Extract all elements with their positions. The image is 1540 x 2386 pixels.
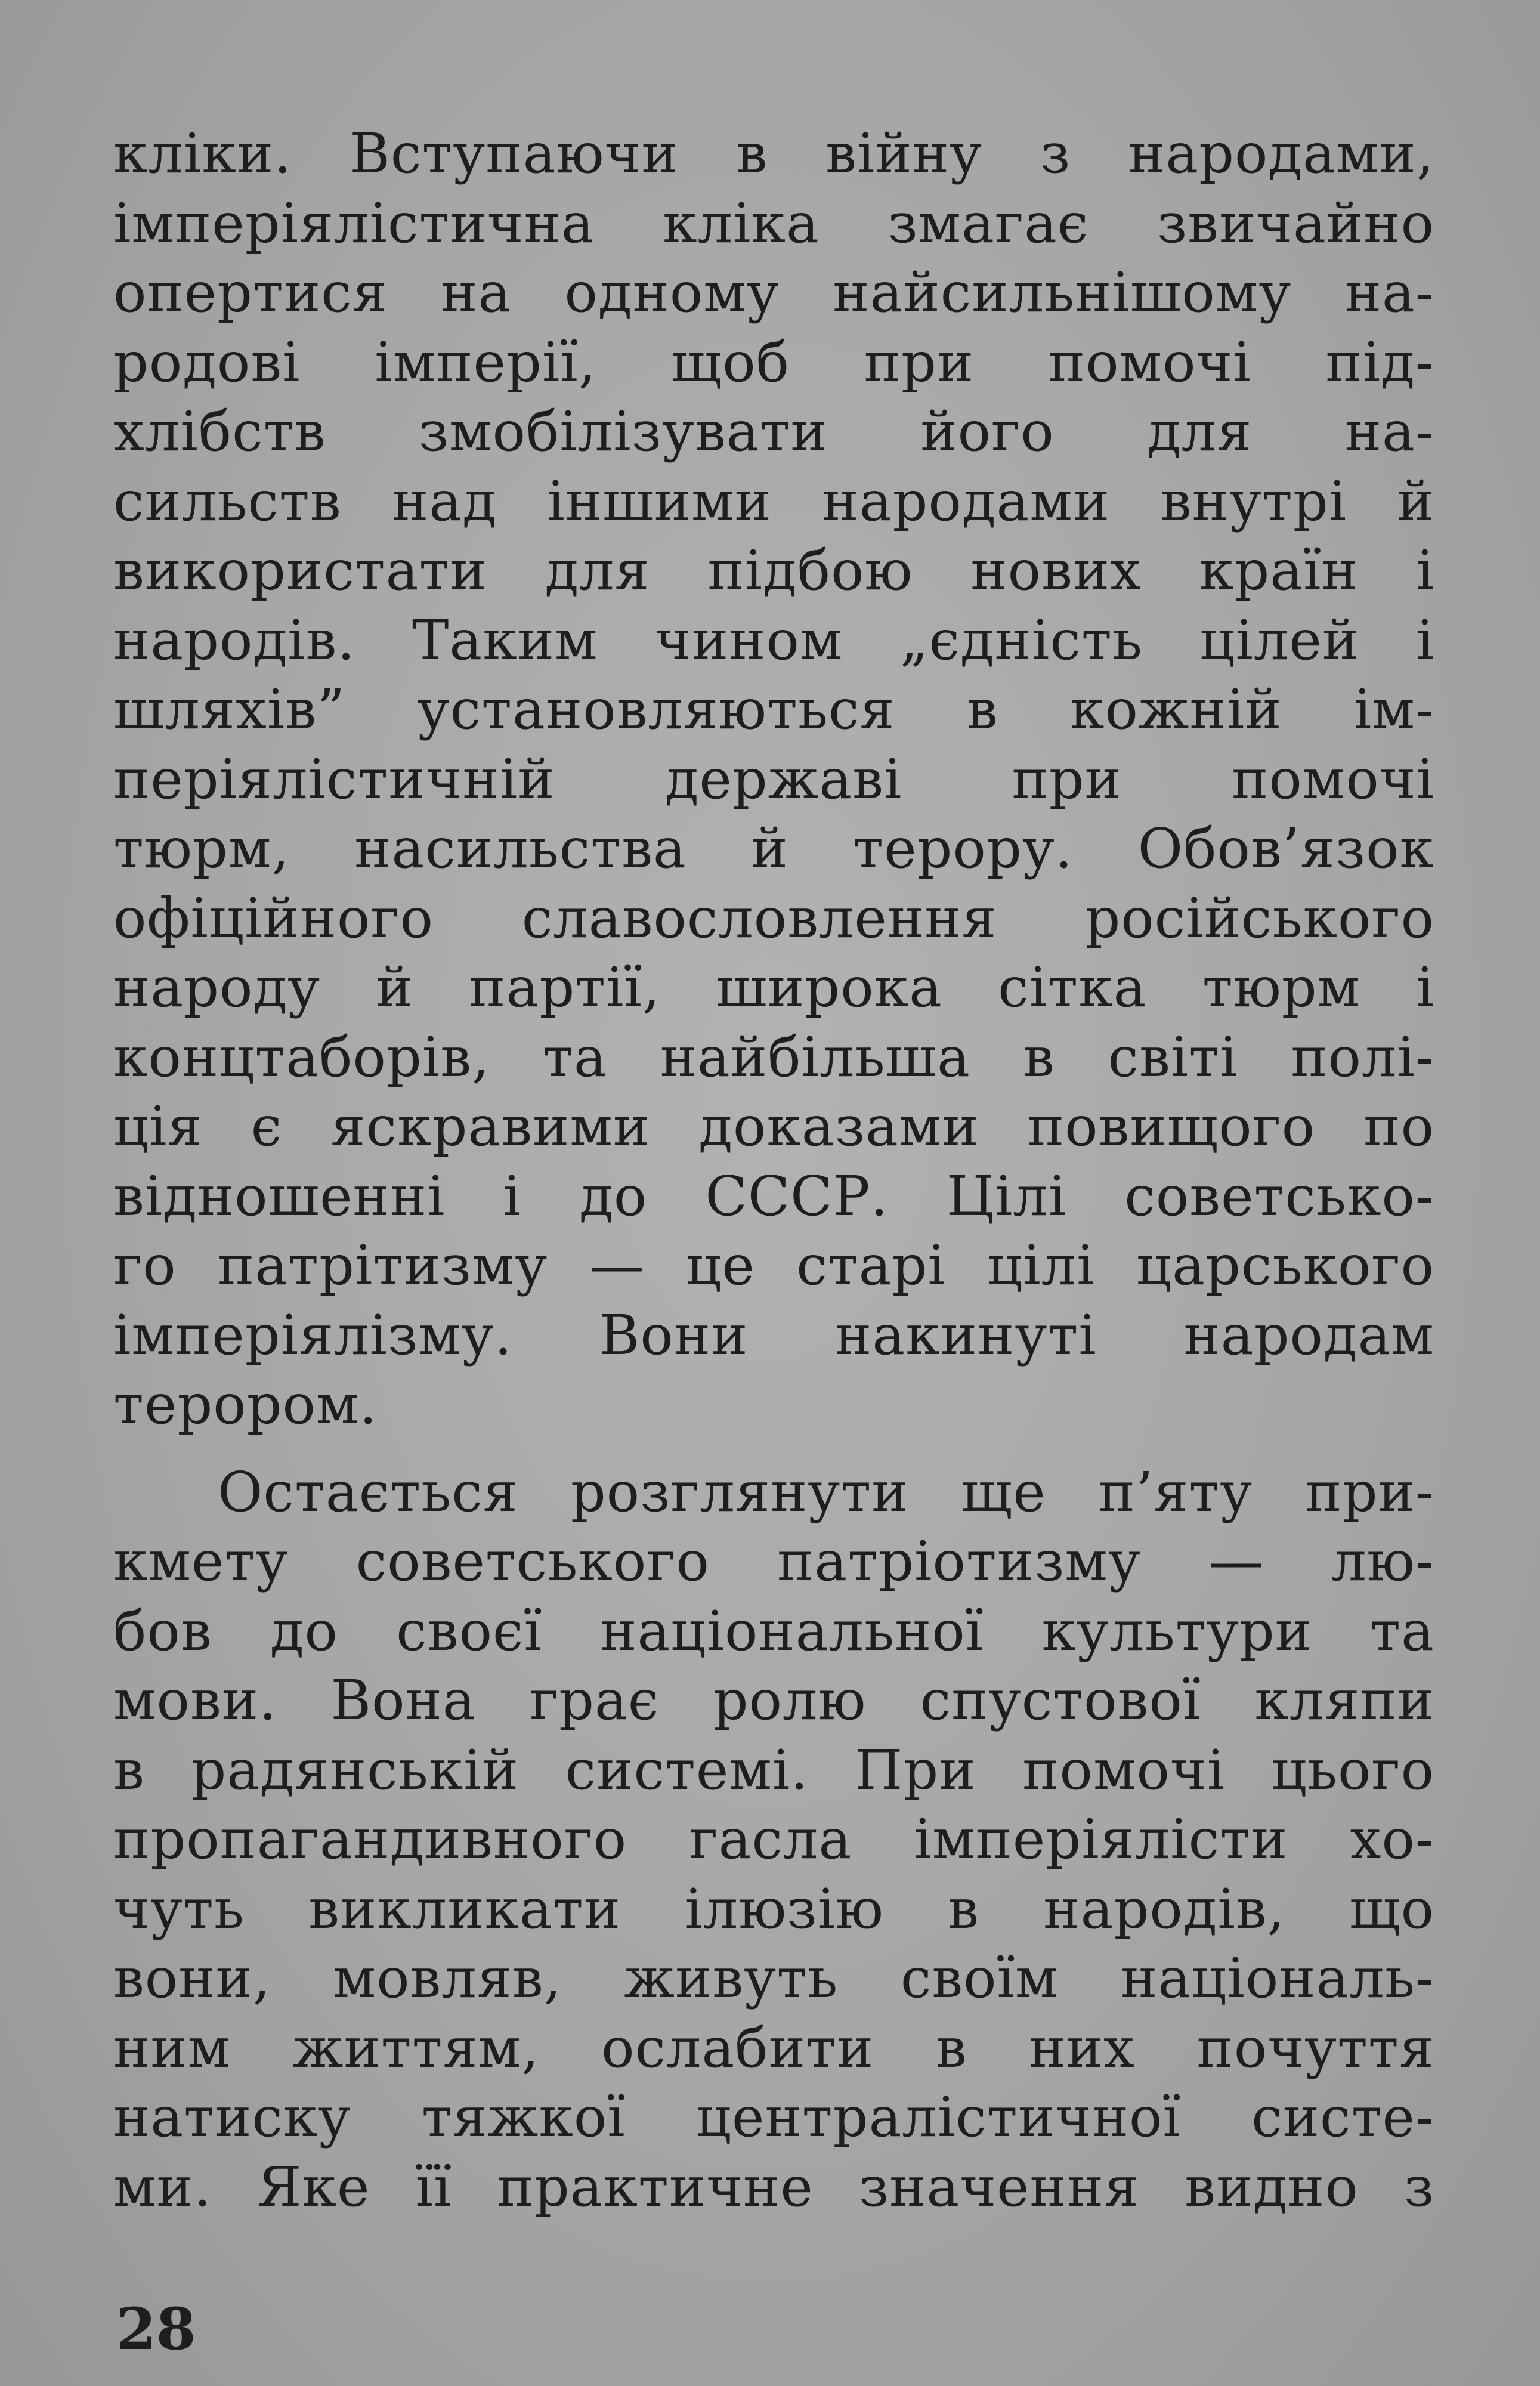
text-line: імперіялізму. Вони накинуті народам	[113, 1303, 1434, 1367]
paragraph-1	[113, 119, 1434, 1440]
text-line: ми. Яке її практичне значення видно з	[113, 2155, 1434, 2219]
text-line: натиску тяжкої централістичної систе-	[113, 2085, 1434, 2149]
text-line: родові імперії, щоб при помочі під-	[113, 330, 1434, 394]
text-line: вони, мовляв, живуть своїм національ-	[113, 1946, 1434, 2010]
text-line: кмету советського патріотизму — лю-	[113, 1529, 1434, 1593]
text-line: Остається розглянути ще п’яту при-	[218, 1460, 1434, 1524]
text-line: використати для підбою нових країн і	[113, 539, 1434, 602]
text-line: кліки. Вступаючи в війну з народами,	[113, 122, 1434, 186]
text-line: сильств над іншими народами внутрі й	[113, 469, 1434, 533]
text-line: відношенні і до СССР. Цілі советсько-	[113, 1164, 1434, 1228]
body-text	[113, 119, 1434, 2222]
text-line: чуть викликати ілюзію в народів, що	[113, 1877, 1434, 1941]
paragraph-gap	[113, 1440, 1434, 1458]
text-line: концтаборів, та найбільша в світі полі-	[113, 1025, 1434, 1089]
text-line: тюрм, насильства й терору. Обов’язок	[113, 817, 1434, 880]
text-line: офіційного славословлення російського	[113, 886, 1434, 950]
text-line: шляхів” установляються в кожній ім-	[113, 678, 1434, 741]
text-line: імперіялістична кліка змагає звичайно	[113, 191, 1434, 255]
text-line: терором.	[113, 1373, 378, 1436]
text-line: бов до своєї національної культури та	[113, 1599, 1434, 1663]
text-line: мови. Вона грає ролю спустової кляпи	[113, 1668, 1434, 1732]
text-line: ним життям, ослабити в них почуття	[113, 2016, 1434, 2080]
text-line: ція є яскравими доказами повищого по	[113, 1095, 1434, 1158]
text-line: періялістичній державі при помочі	[113, 747, 1434, 811]
text-line: го патрітизму — це старі цілі царського	[113, 1234, 1434, 1297]
text-line: пропагандивного гасла імперіялісти хо-	[113, 1807, 1434, 1871]
text-line: хлібств змобілізувати його для на-	[113, 400, 1434, 463]
text-line: народів. Таким чином „єдність цілей і	[113, 608, 1434, 672]
paragraph-2	[113, 1458, 1434, 2223]
text-line: опертися на одному найсильнішому на-	[113, 261, 1434, 324]
text-line: в радянській системі. При помочі цього	[113, 1738, 1434, 1802]
text-line: народу й партії, широка сітка тюрм і	[113, 956, 1434, 1019]
page-number: 28	[116, 2295, 196, 2363]
